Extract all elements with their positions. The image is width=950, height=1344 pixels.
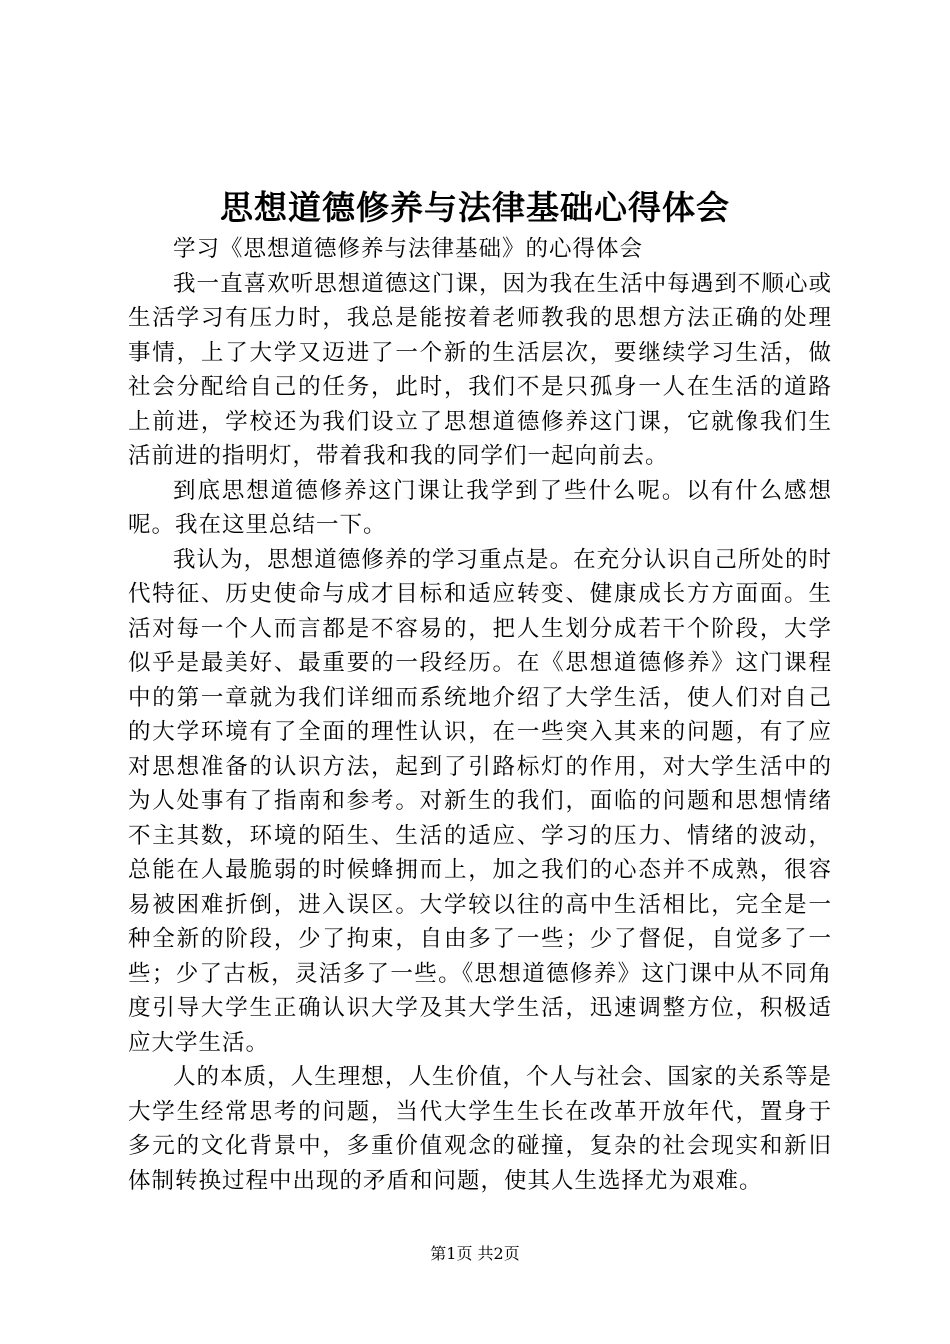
paragraph-4: 人的本质，人生理想，人生价值，个人与社会、国家的关系等是大学生经常思考的问题，当代大学生生长在改革开放年代，置身于多元的文化背景中，多重价值观念的碰撞，复杂的社会现实和新旧体制转换过程中出现的矛盾和问题，使其人生选择尤为艰难。 <box>128 1064 832 1194</box>
paragraph-1: 我一直喜欢听思想道德这门课，因为我在生活中每遇到不顺心或生活学习有压力时，我总是能按着老师教我的思想方法正确的处理事情，上了大学又迈进了一个新的生活层次，要继续学习生活，做社会分配给自己的任务，此时，我们不是只孤身一人在生活的道路上前进，学校还为我们设立了思想道德修养这门课，它就像我们生活前进的指明灯，带着我和我的同学们一起向前去。 <box>128 270 832 469</box>
document-title: 思想道德修养与法律基础心得体会 <box>220 188 730 227</box>
document-body <box>128 232 832 1198</box>
paragraph-2: 到底思想道德修养这门课让我学到了些什么呢。以有什么感想呢。我在这里总结一下。 <box>128 477 832 538</box>
page-indicator: 第1页 共2页 <box>430 1244 520 1263</box>
paragraph-3: 我认为，思想道德修养的学习重点是。在充分认识自己所处的时代特征、历史使命与成才目标和适应转变、健康成长方方面面。生活对每一个人而言都是不容易的，把人生划分成若干个阶段，大学似乎是最美好、最重要的一段经历。在《思想道德修养》这门课程中的第一章就为我们详细而系统地介绍了大学生活，使人们对自己的大学环境有了全面的理性认识，在一些突入其来的问题，有了应对思想准备的认识方法，起到了引路标灯的作用，对大学生活中的为人处事有了指南和参考。对新生的我们，面临的问题和思想情绪不主其数，环境的陌生、生活的适应、学习的压力、情绪的波动，总能在人最脆弱的时候蜂拥而上，加之我们的心态并不成熟，很容易被困难折倒，进入误区。大学较以往的高中生活相比，完全是一种全新的阶段，少了拘束，自由多了一些；少了督促，自觉多了一些；少了古板，灵活多了一些。《思想道德修养》这门课中从不同角度引导大学生正确认识大学及其大学生活，迅速调整方位，积极适应大学生活。 <box>128 546 832 1056</box>
document-subtitle: 学习《思想道德修养与法律基础》的心得体会 <box>173 236 644 262</box>
page-footer <box>0 1242 950 1266</box>
